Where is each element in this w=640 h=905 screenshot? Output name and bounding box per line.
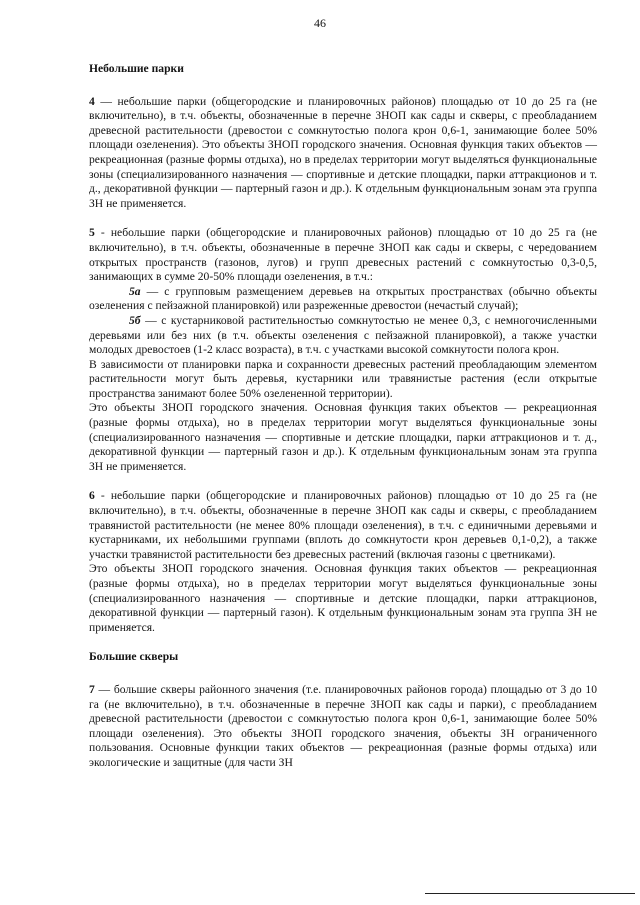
item-5b-paragraph — [89, 314, 597, 358]
item-5-number: 5 — [89, 226, 95, 240]
section-heading-small-parks: Небольшие парки — [89, 62, 184, 75]
item-6-text: - небольшие парки (общегородские и планировочных районов) площадью от 10 до 25 га (не включительно), в т.ч. объекты, обозначенные в перечне ЗНОП как сады и скверы, с преобладанием травянистой растительности (не менее 80% площади озеленения), в т.ч. с единичными деревьями и кустарниками, их небольшими группами (вплоть до сомкнутости крон деревьев 0,1-0,2), а также участки травянистой растительности без древесных растений (включая газоны с цветниками). — [89, 489, 597, 561]
item-5-paragraph — [89, 226, 597, 284]
item-4-text: — небольшие парки (общегородские и планировочных районов) площадью от 10 до 25 га (не включительно), в т.ч. объекты, обозначенные в перечне ЗНОП как сады и скверы, с преобладанием древесной растительности (древостои с сомкнутостью полога крон 0,6-1, занимающие более 50% площади озеленения). Это объекты ЗНОП городского значения. Основная функция таких объектов — рекреационная (разные формы отдыха), но в пределах территории могут выделяться функциональные зоны (специализированного назначения — спортивные и детские площадки, парки аттракционов и т. д., декоративной функции — партерный газон и др.). К отдельным функциональным зонам эта группа ЗН не применяется. — [89, 94, 597, 210]
page-number: 46 — [314, 16, 326, 30]
item-5a-paragraph — [89, 285, 597, 314]
item-4 — [89, 95, 597, 212]
item-7-paragraph — [89, 683, 597, 771]
item-5b-number: 5б — [129, 313, 141, 327]
item-5-para-3: Это объекты ЗНОП городского значения. Основная функция таких объектов — рекреационная (разные формы отдыха), но в пределах территории могут выделяться функциональные зоны (специализированного назначения — спортивные и детские площадки, парки аттракционов и т. д., декоративной функции — партерный газон и др.). К отдельным функциональным зонам эта группа ЗН не применяется. — [89, 401, 597, 473]
item-5a-number: 5а — [129, 284, 141, 298]
footer-rule — [425, 893, 635, 894]
item-5-text: - небольшие парки (общегородские и планировочных районов) площадью от 10 до 25 га (не включительно), в т.ч. объекты, обозначенные в перечне ЗНОП как сады и скверы, с чередованием открытых пространств (газонов, лугов) и групп древесных растений с сомкнутостью 0,3-0,5, занимающих в сумме 20-50% площади озеленения, в т.ч.: — [89, 226, 597, 284]
item-5 — [89, 226, 597, 474]
item-5-para-2: В зависимости от планировки парка и сохранности древесных растений преобладающим элементом растительности могут быть деревья, кустарники или травянистые растения (если открытые пространства занимают более 50% озелененной территории). — [89, 357, 597, 400]
item-6-paragraph — [89, 489, 597, 562]
item-6-para-2: Это объекты ЗНОП городского значения. Основная функция таких объектов — рекреационная (разные формы отдыха), но в пределах территории могут выделяться функциональные зоны (специализированного назначения — спортивные и детские площадки, парки аттракционов, декоративной функции — партерный газон). К отдельным функциональным зонам эта группа ЗН не применяется. — [89, 562, 597, 634]
item-5b-text: — с кустарниковой растительностью сомкнутостью не менее 0,3, с немногочисленными деревьями или без них (в т.ч. объекты озеленения с пейзажной планировкой), а также участки молодых древостоев (1-2 класс возраста), в т.ч. с участками высокой сомкнутости полога крон. — [89, 313, 597, 357]
section-heading-large-squares: Большие скверы — [89, 650, 179, 664]
item-4-number: 4 — [89, 94, 95, 108]
item-7-text: — большие скверы районного значения (т.е. планировочных районов города) площадью от 3 до 10 га (не включительно), в т.ч. обозначенные в перечне ЗНОП как сады и парки), с преобладанием древесной растительности (древостои с сомкнутостью полога крон 0,6-1, занимающие более 50% площади озеленения). Это объекты ЗНОП городского значения, объекты ЗН ограниченного пользования. Основные функции таких объектов — рекреационная (разные формы отдыха) или экологические и защитные (для части ЗН — [89, 682, 597, 769]
item-7-number: 7 — [89, 682, 95, 696]
item-7 — [89, 683, 597, 771]
item-6-number: 6 — [89, 489, 95, 503]
item-4-paragraph — [89, 95, 597, 212]
item-6 — [89, 489, 597, 635]
document-body — [89, 62, 597, 786]
item-5a-text: — с групповым размещением деревьев на открытых пространствах (обычно объекты озеленения с пейзажной планировкой) или разреженные древостои (нечастый случай); — [89, 284, 597, 313]
